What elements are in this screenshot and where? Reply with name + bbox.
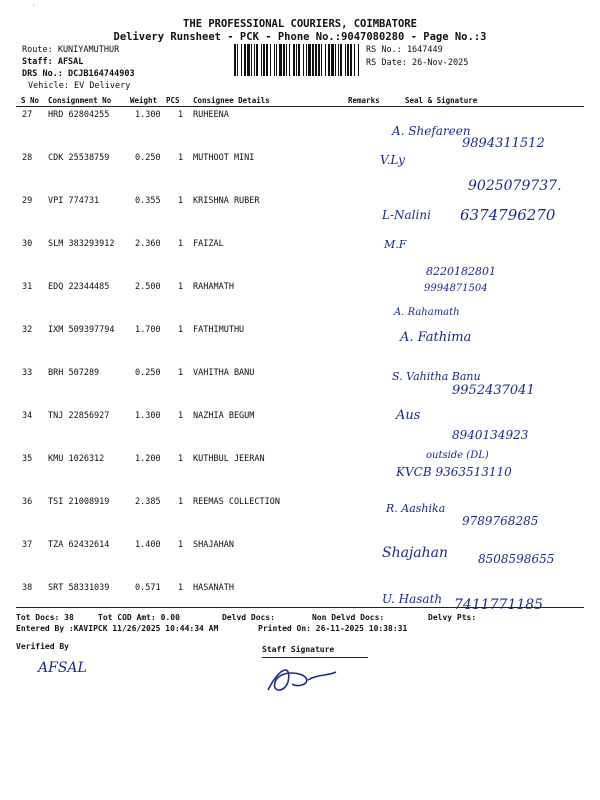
table-row <box>0 282 600 325</box>
row-sno: 36 <box>22 497 33 507</box>
row-pcs: 1 <box>178 497 184 507</box>
col-consignee: Consignee Details <box>193 96 270 105</box>
row-pcs: 1 <box>178 282 184 292</box>
row-weight: 1.300 <box>135 110 161 120</box>
row-consignee: KUTHBUL JEERAN <box>193 454 265 464</box>
row-pcs: 1 <box>178 368 184 378</box>
non-delvd-docs: Non Delvd Docs: <box>312 613 385 622</box>
entered-by: Entered By :KAVIPCK 11/26/2025 10:44:34 AM <box>16 624 219 633</box>
barcode-bar <box>251 44 252 76</box>
barcode-bar <box>274 44 275 76</box>
barcode-bar <box>315 44 317 76</box>
col-consignment: Consignment No <box>48 96 112 105</box>
barcode-bar <box>318 44 320 76</box>
phone-handwriting: 9025079737. <box>468 178 562 194</box>
row-weight: 2.360 <box>135 239 161 249</box>
signature-handwriting: U. Hasath <box>382 592 443 606</box>
row-consignment-no: TZA 62432614 <box>48 540 110 550</box>
barcode-bar <box>328 44 330 76</box>
signature-handwriting: R. Aashika <box>386 502 446 515</box>
row-weight: 1.200 <box>135 454 161 464</box>
page-title: THE PROFESSIONAL COURIERS, COIMBATORE <box>183 18 417 30</box>
barcode-bar <box>241 44 242 76</box>
signature-handwriting: S. Vahitha Banu <box>392 370 481 383</box>
rs-number: RS No.: 1647449 <box>366 45 443 55</box>
drs-number: DRS No.: DCJB164744903 <box>22 69 135 79</box>
row-pcs: 1 <box>178 540 184 550</box>
row-sno: 29 <box>22 196 33 206</box>
signature-handwriting: A. Shefareen <box>392 124 471 138</box>
corner-mark: · <box>32 2 36 9</box>
delvd-docs: Delvd Docs: <box>222 613 275 622</box>
row-sno: 37 <box>22 540 33 550</box>
row-consignment-no: CDK 25538759 <box>48 153 110 163</box>
phone-handwriting: A. Rahamath <box>394 307 460 318</box>
row-pcs: 1 <box>178 196 184 206</box>
row-consignment-no: SRT 58331039 <box>48 583 110 593</box>
barcode-bar <box>279 44 282 76</box>
barcode-bar <box>338 44 339 76</box>
row-consignee: REEMAS COLLECTION <box>193 497 280 507</box>
row-consignment-no: VPI 774731 <box>48 196 100 206</box>
row-pcs: 1 <box>178 411 184 421</box>
table-row <box>0 325 600 368</box>
vehicle-label: Vehicle: EV Delivery <box>28 81 131 91</box>
row-consignee: RAHAMATH <box>193 282 234 292</box>
tot-docs: Tot Docs: 38 <box>16 613 74 622</box>
row-sno: 34 <box>22 411 33 421</box>
signature-handwriting: 9994871504 <box>424 283 488 294</box>
staff-signature-label: Staff Signature <box>262 645 335 654</box>
phone-handwriting: 8508598655 <box>478 552 555 566</box>
staff-label: Staff: AFSAL <box>22 57 84 67</box>
row-weight: 1.400 <box>135 540 161 550</box>
row-sno: 38 <box>22 583 33 593</box>
barcode-bar <box>254 44 255 76</box>
col-remarks: Remarks <box>348 96 380 105</box>
col-sno: S No <box>21 96 40 105</box>
table-row <box>0 239 600 282</box>
signature-handwriting: Aus <box>396 408 421 423</box>
barcode-bar <box>350 44 352 76</box>
barcode-bar <box>261 44 262 76</box>
barcode-bar <box>256 44 258 76</box>
row-weight: 0.571 <box>135 583 161 593</box>
signature-handwriting: M.F <box>384 238 407 251</box>
col-weight: Weight <box>130 96 158 105</box>
phone-handwriting: 7411771185 <box>454 597 544 613</box>
row-sno: 35 <box>22 454 33 464</box>
tot-cod-amount: Tot COD Amt: 0.00 <box>98 613 180 622</box>
rs-date: RS Date: 26-Nov-2025 <box>366 58 469 68</box>
barcode-bar <box>237 44 238 76</box>
row-pcs: 1 <box>178 239 184 249</box>
row-consignment-no: BRH 507289 <box>48 368 100 378</box>
row-weight: 1.700 <box>135 325 161 335</box>
phone-handwriting: 8940134923 <box>452 428 529 442</box>
barcode-bar <box>270 44 271 76</box>
signature-handwriting: A. Fathima <box>400 330 472 345</box>
barcode-bar <box>263 44 265 76</box>
row-consignee: FAIZAL <box>193 239 224 249</box>
row-pcs: 1 <box>178 110 184 120</box>
row-consignee: SHAJAHAN <box>193 540 234 550</box>
row-consignment-no: EDQ 22344485 <box>48 282 110 292</box>
row-consignee: KRISHNA RUBER <box>193 196 260 206</box>
row-weight: 1.300 <box>135 411 161 421</box>
barcode-bar <box>293 44 295 76</box>
row-weight: 0.250 <box>135 153 161 163</box>
barcode-bar <box>321 44 322 76</box>
row-consignee: NAZHIA BEGUM <box>193 411 255 421</box>
row-weight: 2.385 <box>135 497 161 507</box>
row-weight: 0.355 <box>135 196 161 206</box>
row-consignment-no: HRD 62804255 <box>48 110 110 120</box>
row-weight: 2.500 <box>135 282 161 292</box>
barcode-bar <box>335 44 336 76</box>
col-seal-signature: Seal & Signature <box>405 96 478 105</box>
col-pcs: PCS <box>166 96 180 105</box>
row-consignment-no: KMU 1026312 <box>48 454 105 464</box>
barcode-bar <box>247 44 250 76</box>
barcode-bar <box>312 44 314 76</box>
barcode-bar <box>298 44 300 76</box>
page-subtitle: Delivery Runsheet - PCK - Phone No.:9047080280 - Page No.:3 <box>113 31 487 43</box>
row-pcs: 1 <box>178 325 184 335</box>
barcode-bar <box>354 44 355 76</box>
row-sno: 31 <box>22 282 33 292</box>
row-sno: 27 <box>22 110 33 120</box>
barcode <box>234 44 360 76</box>
barcode-bar <box>358 44 359 76</box>
staff-signature-line <box>262 657 368 658</box>
delvy-pts: Delvy Pts: <box>428 613 477 622</box>
signature-handwriting: Shajahan <box>382 545 449 561</box>
phone-handwriting: 9894311512 <box>462 136 545 151</box>
row-weight: 0.250 <box>135 368 161 378</box>
barcode-bar <box>286 44 287 76</box>
row-sno: 33 <box>22 368 33 378</box>
phone-handwriting: KVCB 9363513110 <box>396 465 512 479</box>
phone-handwriting: 6374796270 <box>460 206 556 224</box>
barcode-bar <box>308 44 311 76</box>
barcode-bar <box>347 44 349 76</box>
barcode-bar <box>276 44 277 76</box>
staff-signature-scribble <box>262 660 342 696</box>
row-consignee: MUTHOOT MINI <box>193 153 255 163</box>
row-sno: 28 <box>22 153 33 163</box>
phone-handwriting: 9789768285 <box>462 514 539 528</box>
barcode-bar <box>266 44 268 76</box>
row-pcs: 1 <box>178 583 184 593</box>
barcode-bar <box>303 44 304 76</box>
row-consignment-no: IXM 509397794 <box>48 325 115 335</box>
row-sno: 30 <box>22 239 33 249</box>
barcode-bar <box>331 44 334 76</box>
row-consignee: VAHITHA BANU <box>193 368 255 378</box>
printed-on: Printed On: 26-11-2025 10:38:31 <box>258 624 408 633</box>
barcode-bar <box>283 44 285 76</box>
barcode-bar <box>296 44 297 76</box>
signature-handwriting: L-Nalini <box>382 208 431 222</box>
verified-by-label: Verified By <box>16 642 69 651</box>
barcode-bar <box>325 44 326 76</box>
route-label: Route: KUNIYAMUTHUR <box>22 45 120 55</box>
signature-handwriting: V.Ly <box>380 153 405 167</box>
verified-by-signature: AFSAL <box>38 660 87 676</box>
barcode-bar <box>289 44 290 76</box>
phone-handwriting: 8220182801 <box>426 265 496 278</box>
row-consignment-no: TSI 21008919 <box>48 497 110 507</box>
row-consignee: RUHEENA <box>193 110 229 120</box>
header-divider <box>16 106 584 107</box>
barcode-bar <box>234 44 236 76</box>
barcode-bar <box>340 44 342 76</box>
signature-handwriting: outside (DL) <box>426 450 489 461</box>
row-consignee: HASANATH <box>193 583 234 593</box>
phone-handwriting: 9952437041 <box>452 383 535 398</box>
row-pcs: 1 <box>178 153 184 163</box>
barcode-bar <box>306 44 307 76</box>
row-pcs: 1 <box>178 454 184 464</box>
row-consignee: FATHIMUTHU <box>193 325 245 335</box>
row-consignment-no: SLM 383293912 <box>48 239 115 249</box>
barcode-bar <box>345 44 346 76</box>
barcode-bar <box>244 44 246 76</box>
row-sno: 32 <box>22 325 33 335</box>
row-consignment-no: TNJ 22856927 <box>48 411 110 421</box>
